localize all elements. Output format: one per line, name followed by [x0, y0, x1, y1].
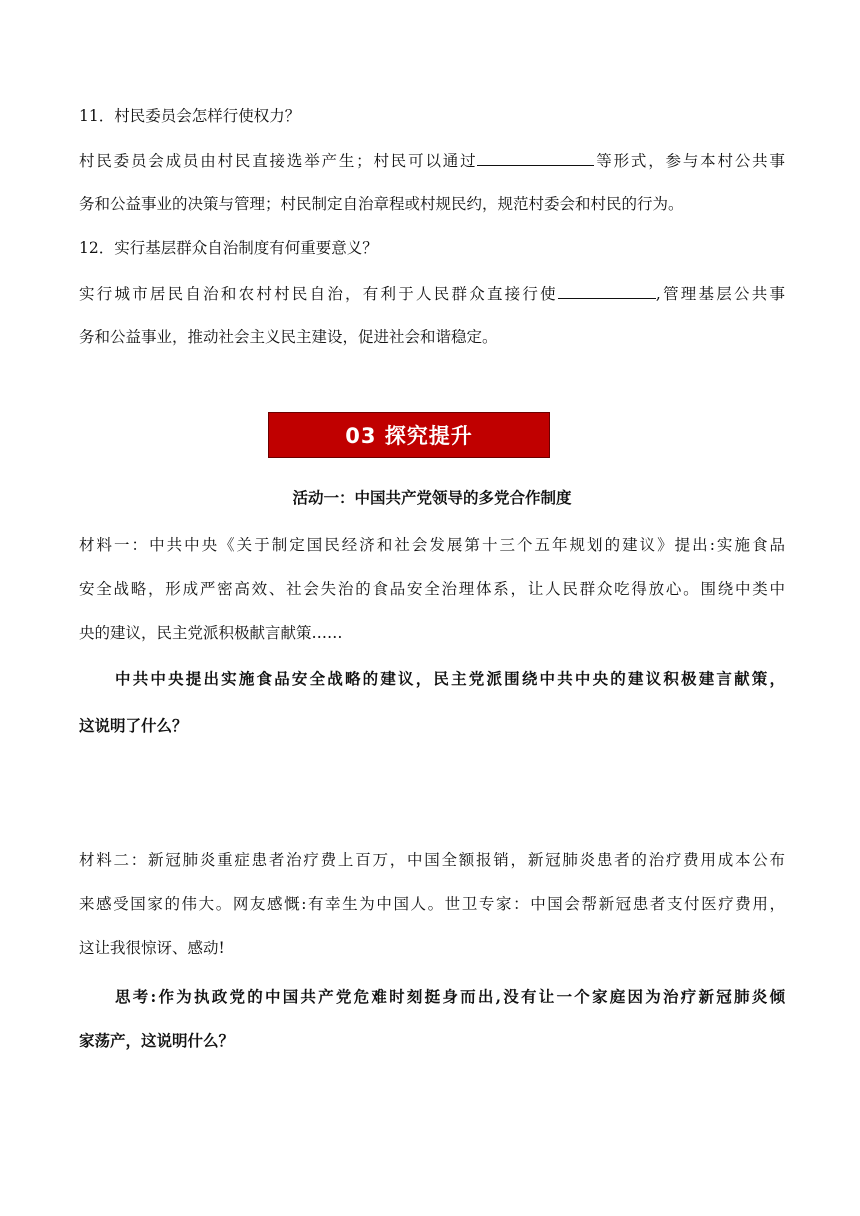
fill-in-blank-11[interactable] [477, 150, 594, 166]
question-line-2: 这说明了什么？ [79, 716, 188, 735]
answer-12-line-2: 务和公益事业，推动社会主义民主建设，促进社会和谐稳定。 [79, 328, 498, 346]
material-1-line-3: 央的建议，民主党派积极献言献策…… [79, 624, 343, 642]
material-2-line-1: 材料二：新冠肺炎重症患者治疗费上百万，中国全额报销，新冠肺炎患者的治疗费用成本公布 [79, 851, 785, 869]
answer-11-line-1 [79, 150, 785, 171]
question-line-1: 中共中央提出实施食品安全战略的建议，民主党派围绕中共中央的建议积极建言献策， [115, 669, 785, 688]
think-line-1: 思考:作为执政党的中国共产党危难时刻挺身而出,没有让一个家庭因为治疗新冠肺炎倾 [115, 987, 785, 1006]
answer-11-text-before-blank: 村民委员会成员由村民直接选举产生；村民可以通过 [79, 152, 478, 170]
question-12: 12．实行基层群众自治制度有何重要意义？ [79, 239, 378, 257]
answer-11-text-after-blank: 等形式，参与本村公共事 [594, 152, 785, 170]
material-2-line-2: 来感受国家的伟大。网友感慨:有幸生为中国人。世卫专家：中国会帮新冠患者支付医疗费用， [79, 895, 785, 913]
fill-in-blank-12[interactable] [558, 283, 656, 299]
material-1-line-1: 材料一：中共中央《关于制定国民经济和社会发展第十三个五年规划的建议》提出:实施食品 [79, 536, 785, 554]
question-11: 11．村民委员会怎样行使权力？ [79, 107, 301, 125]
answer-12-line-1 [79, 283, 785, 304]
answer-11-line-2: 务和公益事业的决策与管理；村民制定自治章程或村规民约，规范村委会和村民的行为。 [79, 195, 684, 213]
answer-12-text-before-blank: 实行城市居民自治和农村村民自治，有利于人民群众直接行使 [79, 285, 558, 303]
material-1-line-2: 安全战略，形成严密高效、社会失治的食品安全治理体系，让人民群众吃得放心。围绕中类中 [79, 580, 785, 598]
answer-12-text-after-blank: ,管理基层公共事 [655, 285, 785, 303]
think-line-2: 家荡产，这说明什么？ [79, 1031, 235, 1050]
material-2-line-3: 这让我很惊讶、感动! [79, 939, 225, 957]
section-banner: 03 探究提升 [268, 412, 550, 458]
activity-title: 活动一：中国共产党领导的多党合作制度 [292, 488, 572, 507]
